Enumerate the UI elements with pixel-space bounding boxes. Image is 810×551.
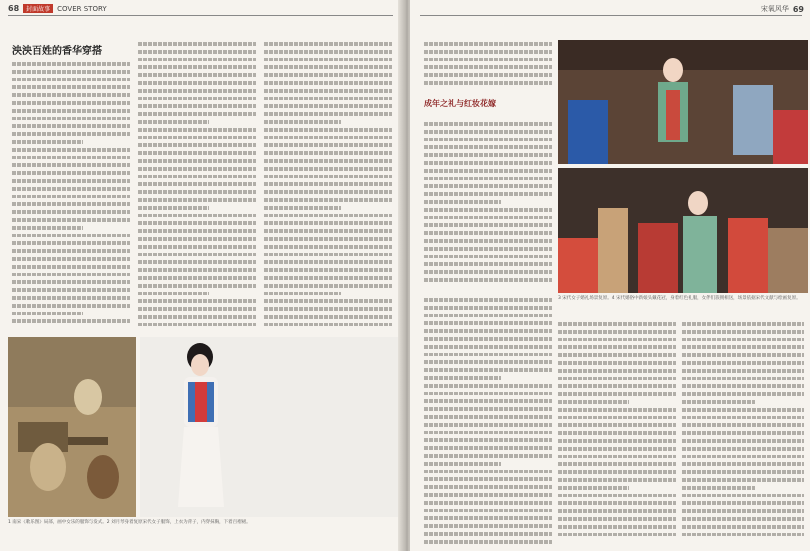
text-line: [558, 515, 676, 523]
text-line: [264, 56, 392, 64]
text-line: [424, 214, 552, 222]
text-line: [264, 297, 392, 305]
text-line: [558, 398, 629, 406]
text-line: [424, 260, 552, 268]
text-line: [424, 319, 552, 327]
text-line: [424, 374, 501, 382]
text-line: [138, 173, 256, 181]
text-line: [424, 40, 552, 48]
text-line: [264, 48, 392, 56]
text-line: [138, 313, 256, 321]
text-line: [682, 414, 804, 422]
text-line: [424, 312, 552, 320]
text-line: [264, 126, 392, 134]
text-line: [12, 60, 130, 68]
text-line: [424, 429, 552, 437]
text-line: [138, 118, 209, 126]
text-line: [424, 452, 552, 460]
text-line: [264, 204, 341, 212]
text-line: [12, 255, 130, 263]
text-line: [138, 235, 256, 243]
text-line: [558, 507, 676, 515]
text-line: [424, 79, 552, 87]
text-line: [264, 188, 392, 196]
text-line: [264, 79, 392, 87]
text-line: [12, 310, 83, 318]
text-line: [264, 87, 392, 95]
text-line: [424, 71, 552, 79]
text-line: [424, 530, 552, 538]
section-tag: 封面故事: [23, 4, 53, 13]
text-line: [424, 304, 552, 312]
text-line: [558, 492, 676, 500]
text-line: [138, 48, 256, 56]
text-line: [138, 188, 256, 196]
text-line: [12, 224, 83, 232]
text-line: [424, 397, 552, 405]
text-line: [12, 177, 130, 185]
text-line: [424, 436, 552, 444]
text-line: [558, 328, 676, 336]
text-line: [682, 484, 755, 492]
text-line: [138, 321, 256, 329]
left-page: [0, 0, 404, 551]
text-line: [558, 429, 676, 437]
right-caption: 3 宋代女子婚礼场景复原。4 宋代婚俗中新娘头戴花冠，身着红色礼服，女伴们簇拥相送，场景依据宋代文献与绘画复原。: [558, 296, 801, 301]
article-title: 泱泱百姓的香华穿搭: [12, 46, 102, 57]
text-column-4: [424, 120, 552, 290]
text-line: [558, 367, 676, 375]
text-line: [424, 475, 552, 483]
text-line: [12, 68, 130, 76]
text-column-1: [12, 60, 130, 330]
text-line: [12, 208, 130, 216]
text-line: [558, 351, 676, 359]
text-line: [12, 122, 130, 130]
text-line: [682, 531, 804, 539]
left-header: [8, 4, 107, 13]
text-line: [424, 268, 552, 276]
page-number-left: 68: [8, 4, 20, 13]
text-line: [138, 274, 256, 282]
text-line: [264, 219, 392, 227]
text-line: [264, 282, 392, 290]
text-line: [12, 91, 130, 99]
text-line: [424, 499, 552, 507]
text-line: [138, 305, 256, 313]
text-line: [682, 336, 804, 344]
text-line: [12, 278, 130, 286]
painting-image: [8, 337, 136, 517]
text-line: [424, 198, 501, 206]
text-line: [424, 507, 552, 515]
text-line: [12, 216, 130, 224]
text-line: [12, 146, 130, 154]
text-line: [424, 296, 552, 304]
text-line: [12, 161, 130, 169]
text-line: [138, 297, 256, 305]
text-line: [264, 258, 392, 266]
text-line: [558, 484, 629, 492]
text-line: [138, 95, 256, 103]
text-column-5: [424, 296, 552, 546]
text-line: [424, 167, 552, 175]
text-line: [424, 382, 552, 390]
text-line: [138, 126, 256, 134]
text-column-3: [264, 40, 392, 330]
text-line: [264, 173, 392, 181]
text-line: [424, 460, 501, 468]
text-line: [12, 138, 83, 146]
text-line: [138, 102, 256, 110]
text-line: [138, 251, 256, 259]
text-line: [264, 110, 392, 118]
text-line: [264, 243, 392, 251]
text-line: [138, 266, 256, 274]
text-line: [558, 476, 676, 484]
text-line: [424, 483, 552, 491]
text-line: [138, 227, 256, 235]
text-line: [424, 151, 552, 159]
text-line: [682, 507, 804, 515]
scene-photo-top: [558, 40, 808, 164]
text-line: [12, 263, 130, 271]
text-line: [138, 165, 256, 173]
text-line: [558, 468, 676, 476]
text-line: [424, 491, 552, 499]
text-line: [558, 382, 676, 390]
text-line: [682, 398, 755, 406]
text-line: [138, 258, 256, 266]
text-line: [264, 157, 392, 165]
text-line: [424, 159, 552, 167]
text-line: [424, 128, 552, 136]
text-line: [264, 141, 392, 149]
text-line: [12, 115, 130, 123]
text-line: [264, 134, 392, 142]
text-line: [138, 243, 256, 251]
text-line: [424, 413, 552, 421]
text-line: [138, 71, 256, 79]
text-line: [424, 190, 552, 198]
text-line: [12, 232, 130, 240]
text-line: [424, 405, 552, 413]
text-line: [12, 169, 130, 177]
text-line: [424, 335, 552, 343]
text-line: [264, 251, 392, 259]
text-line: [682, 421, 804, 429]
text-line: [558, 359, 676, 367]
text-line: [682, 445, 804, 453]
text-line: [264, 313, 392, 321]
text-line: [424, 444, 552, 452]
text-line: [682, 468, 804, 476]
left-caption: 1 南宋《歌乐图》局部，画中女乐的服饰与发式。2 刘月琴身着复原宋代女子服饰，上衣为背子，内穿抹胸，下着百褶裙。: [8, 520, 251, 525]
text-line: [682, 492, 804, 500]
text-line: [12, 193, 130, 201]
text-line: [682, 437, 804, 445]
text-line: [424, 182, 552, 190]
text-line: [682, 367, 804, 375]
text-line: [138, 141, 256, 149]
text-line: [12, 130, 130, 138]
text-line: [682, 523, 804, 531]
text-line: [558, 320, 676, 328]
text-line: [264, 212, 392, 220]
right-page: [410, 0, 810, 551]
text-line: [558, 343, 676, 351]
text-line: [424, 63, 552, 71]
wedding-scene-2: [558, 168, 808, 293]
text-line: [264, 63, 392, 71]
text-line: [558, 390, 676, 398]
text-line: [558, 460, 676, 468]
text-line: [558, 375, 676, 383]
header-rule-right: [420, 15, 802, 16]
text-line: [138, 134, 256, 142]
text-line: [138, 180, 256, 188]
text-line: [424, 136, 552, 144]
text-line: [424, 143, 552, 151]
text-line: [558, 499, 676, 507]
text-line: [558, 414, 676, 422]
text-line: [682, 375, 804, 383]
wedding-scene-1: [558, 40, 808, 164]
text-line: [424, 421, 552, 429]
text-line: [424, 358, 552, 366]
text-line: [682, 328, 804, 336]
text-line: [264, 165, 392, 173]
text-line: [12, 247, 130, 255]
text-line: [12, 107, 130, 115]
text-line: [682, 406, 804, 414]
text-line: [682, 515, 804, 523]
text-line: [424, 175, 552, 183]
text-line: [138, 196, 256, 204]
text-line: [138, 149, 256, 157]
text-line: [424, 468, 552, 476]
text-line: [424, 343, 552, 351]
text-line: [264, 321, 392, 329]
text-line: [682, 359, 804, 367]
text-line: [424, 514, 552, 522]
text-line: [264, 266, 392, 274]
text-line: [424, 120, 552, 128]
text-line: [12, 271, 130, 279]
text-line: [682, 460, 804, 468]
text-line: [682, 320, 804, 328]
text-line: [558, 437, 676, 445]
section-heading: 成年之礼与红妆花嫁: [424, 98, 496, 108]
text-line: [558, 421, 676, 429]
text-line: [138, 212, 256, 220]
text-line: [682, 476, 804, 484]
text-line: [138, 110, 256, 118]
text-line: [424, 327, 552, 335]
text-line: [12, 239, 130, 247]
text-line: [138, 290, 209, 298]
text-line: [264, 40, 392, 48]
text-line: [558, 531, 676, 539]
text-line: [138, 157, 256, 165]
text-line: [138, 79, 256, 87]
text-line: [12, 286, 130, 294]
text-line: [12, 302, 130, 310]
text-column-2: [138, 40, 256, 330]
model-photo: [140, 337, 402, 517]
text-line: [424, 522, 552, 530]
text-line: [682, 390, 804, 398]
text-line: [424, 245, 552, 253]
text-line: [138, 204, 209, 212]
text-line: [138, 56, 256, 64]
text-line: [264, 118, 341, 126]
text-line: [12, 185, 130, 193]
text-line: [264, 71, 392, 79]
text-line: [682, 499, 804, 507]
text-line: [264, 274, 392, 282]
text-line: [12, 294, 130, 302]
text-line: [558, 336, 676, 344]
text-line: [424, 206, 552, 214]
text-line: [264, 149, 392, 157]
text-line: [264, 95, 392, 103]
text-line: [264, 290, 341, 298]
text-line: [424, 366, 552, 374]
right-header: [761, 4, 804, 14]
text-line: [138, 219, 256, 227]
text-line: [682, 453, 804, 461]
scene-photo-bottom: [558, 168, 808, 293]
header-rule: [8, 15, 393, 16]
header-text: 宋氧风华: [760, 5, 789, 13]
text-column-6: [558, 320, 676, 546]
text-column-7: [682, 320, 804, 546]
text-line: [424, 390, 552, 398]
text-column-top: [424, 40, 552, 92]
text-line: [264, 180, 392, 188]
text-line: [138, 40, 256, 48]
text-line: [12, 317, 130, 325]
text-line: [12, 200, 130, 208]
text-line: [424, 56, 552, 64]
text-line: [558, 406, 676, 414]
page-number-right: 69: [792, 4, 804, 14]
text-line: [682, 343, 804, 351]
text-line: [138, 63, 256, 71]
text-line: [424, 237, 552, 245]
text-line: [682, 429, 804, 437]
text-line: [424, 276, 552, 284]
text-line: [558, 453, 676, 461]
text-line: [12, 99, 130, 107]
text-line: [264, 235, 392, 243]
text-line: [558, 523, 676, 531]
text-line: [424, 538, 552, 546]
text-line: [424, 229, 552, 237]
text-line: [264, 227, 392, 235]
text-line: [264, 305, 392, 313]
text-line: [558, 445, 676, 453]
text-line: [12, 83, 130, 91]
text-line: [138, 282, 256, 290]
text-line: [12, 76, 130, 84]
text-line: [12, 154, 130, 162]
text-line: [424, 221, 552, 229]
painting-illustration: [8, 337, 136, 517]
text-line: [682, 351, 804, 359]
text-line: [424, 253, 552, 261]
text-line: [682, 382, 804, 390]
model-figure: [140, 337, 402, 517]
section-en: COVER STORY: [57, 4, 107, 13]
text-line: [424, 351, 552, 359]
text-line: [264, 102, 392, 110]
text-line: [424, 48, 552, 56]
text-line: [264, 196, 392, 204]
text-line: [138, 87, 256, 95]
